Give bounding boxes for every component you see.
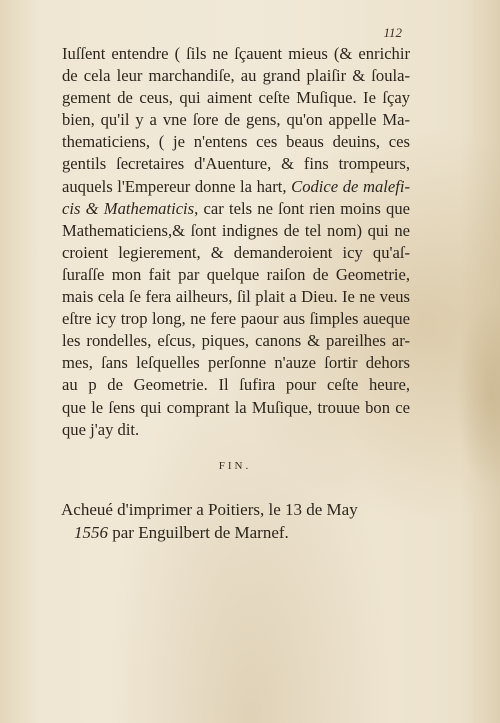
text-line: que j'ay dit. [62,419,140,439]
text-line: au p de Geometrie. Il ſufira pour ceſte heure, [62,375,410,395]
fin-marker: FIN. [218,460,252,472]
colophon-year: 1556 [74,523,108,542]
paper-stain [455,300,500,490]
text-line: bien, qu'il y a vne ſore de gens, qu'on appelle Ma- [62,110,410,130]
text-line: croient legierement, & demanderoient icy qu'aſ- [62,242,410,262]
text-line [62,198,410,220]
text-line: Mathematiciens,& ſont indignes de tel nom) qui ne [62,220,410,240]
text-line: ſuraſſe mon fait par quelque raiſon de Geometrie, [62,264,410,284]
colophon-line: Acheué d'imprimer a Poitiers, le 13 de May [61,500,358,519]
colophon-printer: par Enguilbert de Marnef. [108,523,289,542]
text-line: Iuſſent entendre ( ſils ne ſçauent mieus (& enrichir [62,44,410,63]
colophon [61,498,396,544]
text-line [62,176,410,198]
text-line: eſtre icy trop long, ne fere paour aus ſimples aueque [62,309,410,329]
text-segment: auquels l'Empereur donne la hart, [62,176,292,196]
text-line: de cela leur marchandiſe, au grand plaiſir & ſoula- [62,66,410,86]
text-line: que le ſens qui comprant la Muſique, trouue bon ce [62,397,410,417]
text-line: gement de ceus, qui aiment ceſte Muſique. Ie ſçay [62,88,410,108]
text-line: mais cela ſe fera ailheurs, ſil plait a Dieu. Ie ne veus [62,287,410,307]
italic-citation: Codice de malefi- [291,176,410,196]
text-line: gentils ſecretaires d'Auenture, & fins trompeurs, [62,154,410,174]
text-line: les rondelles, eſcus, piques, canons & pareilhes ar- [62,331,410,351]
text-line: thematiciens, ( je n'entens ces beaus deuins, ces [62,132,410,152]
italic-citation-cont: cis & Mathematicis [62,198,195,218]
colophon-line [61,521,396,544]
text-line: mes, ſans leſquelles perſonne n'auze ſortir dehors [62,353,410,373]
body-text [62,43,410,441]
text-segment: , car tels ne ſont rien moins que [194,198,411,218]
page-number: 112 [383,25,402,40]
